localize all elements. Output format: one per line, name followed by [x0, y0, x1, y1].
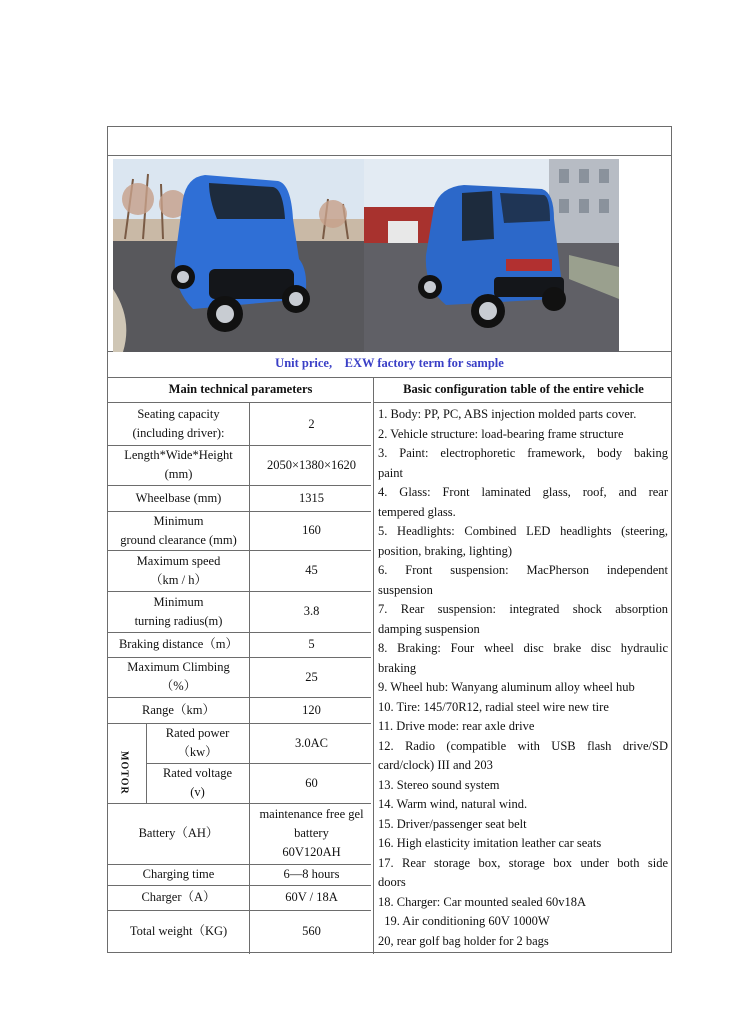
- parameter-name: Charger（A）: [141, 890, 216, 904]
- motor-group-label: MOTOR: [118, 751, 130, 795]
- parameter-name: Seating capacity (including driver):: [132, 407, 225, 440]
- spec-sheet-table: [107, 126, 672, 953]
- parameter-name: Wheelbase (mm): [135, 490, 222, 505]
- parameter-name: Charging time: [142, 867, 215, 881]
- column-divider: [373, 377, 374, 954]
- configuration-line: 17. Rear storage box, storage box under both side: [378, 855, 668, 870]
- car-photo-front: [113, 159, 364, 352]
- configuration-line: tempered glass.: [378, 504, 456, 519]
- parameter-name: Rated voltage (v): [162, 766, 233, 799]
- parameter-name: Maximum Climbing （%）: [127, 660, 230, 693]
- configuration-line: braking: [378, 660, 417, 675]
- parameter-value: 160: [302, 523, 321, 537]
- configuration-line: 19. Air conditioning 60V 1000W: [378, 914, 550, 928]
- parameter-value: 60: [305, 775, 318, 790]
- parameter-value: maintenance free gel battery 60V120AH: [259, 807, 364, 859]
- configuration-line: 20, rear golf bag holder for 2 bags: [378, 933, 549, 948]
- configuration-line: 3. Paint: electrophoretic framework, body baking: [378, 446, 668, 460]
- configuration-line: 9. Wheel hub: Wanyang aluminum alloy wheel hub: [378, 680, 635, 694]
- configuration-line: 6. Front suspension: MacPherson independent: [378, 563, 668, 577]
- parameter-name: Braking distance（m）: [118, 637, 239, 651]
- configuration-line: 1. Body: PP, PC, ABS injection molded parts cover.: [378, 407, 637, 421]
- configuration-line: 2. Vehicle structure: load-bearing frame structure: [378, 426, 624, 441]
- parameter-name: Total weight（KG): [129, 924, 228, 938]
- configuration-line: position, braking, lighting): [378, 543, 513, 558]
- parameter-name: Range（km）: [142, 702, 215, 717]
- parameter-value: 120: [302, 702, 321, 717]
- configuration-line: 18. Charger: Car mounted sealed 60v18A: [378, 894, 587, 909]
- configuration-line: 8. Braking: Four wheel disc brake disc hydraulic: [378, 641, 668, 655]
- configuration-line: suspension: [378, 582, 433, 597]
- configuration-line: 12. Radio (compatible with USB flash drive/SD: [378, 738, 668, 753]
- table-rule: [108, 155, 671, 156]
- configuration-line: paint: [378, 465, 403, 480]
- parameter-name: Minimum ground clearance (mm): [120, 513, 237, 547]
- blue-electric-car-rear-photo: [364, 159, 619, 352]
- configuration-line: 13. Stereo sound system: [378, 777, 500, 792]
- configuration-line: 7. Rear suspension: integrated shock absorption: [378, 602, 668, 616]
- configuration-line: 15. Driver/passenger seat belt: [378, 816, 527, 831]
- configuration-line: 10. Tire: 145/70R12, radial steel wire new tire: [378, 699, 609, 714]
- configuration-line: card/clock) III and 203: [378, 758, 493, 772]
- configuration-line: 11. Drive mode: rear axle drive: [378, 719, 535, 733]
- parameter-value: 3.0AC: [295, 735, 328, 750]
- parameter-value: 60V / 18A: [285, 890, 338, 904]
- parameter-name: Length*Wide*Height (mm): [124, 448, 233, 481]
- configuration-line: 14. Warm wind, natural wind.: [378, 797, 528, 811]
- parameter-value: 5: [308, 637, 315, 651]
- configuration-line: 4. Glass: Front laminated glass, roof, and rear: [378, 485, 668, 499]
- parameter-value: 2: [308, 416, 315, 431]
- configuration-line: 16. High elasticity imitation leather car seats: [378, 836, 602, 850]
- parameter-value: 6—8 hours: [283, 867, 340, 881]
- parameter-name: Rated power （kw）: [165, 726, 230, 759]
- configuration-line: doors: [378, 875, 406, 889]
- parameter-name: Battery（AH）: [138, 826, 219, 840]
- parameter-value: 45: [305, 563, 318, 577]
- configuration-line: 5. Headlights: Combined LED headlights (steering,: [378, 524, 668, 538]
- parameter-value: 560: [302, 924, 321, 938]
- main-parameters-header: Main technical parameters: [168, 382, 313, 396]
- blue-electric-car-front-photo: [113, 159, 364, 352]
- configuration-header: Basic configuration table of the entire vehicle: [403, 382, 644, 396]
- parameter-value: 25: [305, 669, 318, 684]
- parameter-value: 2050×1380×1620: [266, 457, 357, 472]
- configuration-list: [378, 405, 668, 951]
- car-photo-rear: [364, 159, 619, 352]
- unit-price-note: Unit price, EXW factory term for sample: [275, 356, 504, 370]
- table-rule: [373, 402, 671, 403]
- table-rule: [108, 377, 671, 378]
- configuration-line: damping suspension: [378, 621, 480, 636]
- parameter-value: 1315: [299, 490, 324, 505]
- parameter-name: Minimum turning radius(m): [134, 594, 223, 628]
- parameter-name: Maximum speed （km / h）: [136, 553, 221, 587]
- parameter-value: 3.8: [303, 604, 320, 618]
